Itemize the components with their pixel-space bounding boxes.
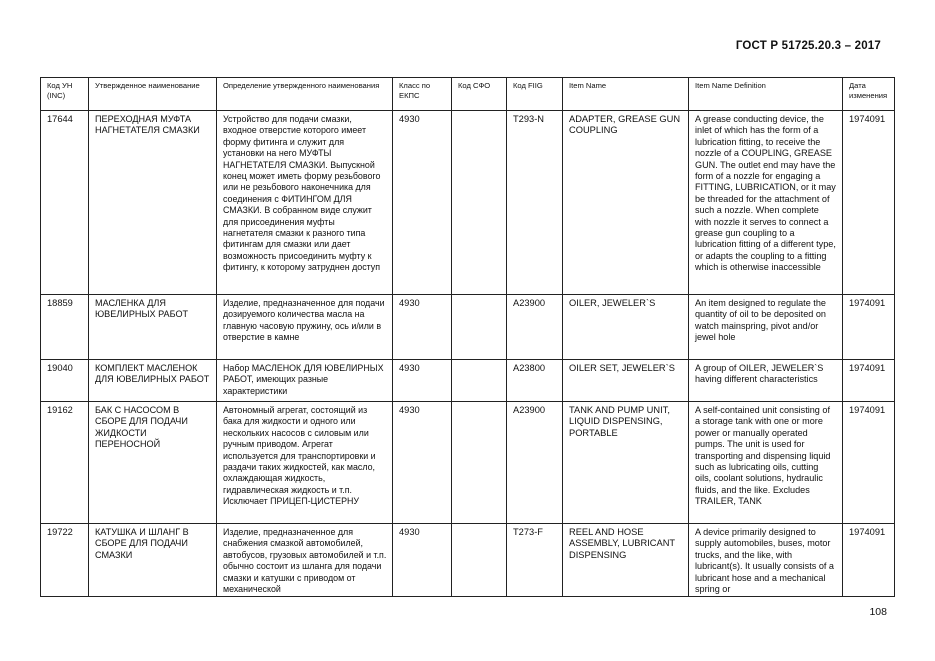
cell-date: 1974091 [843,402,895,524]
cell-item-definition: A device primarily designed to supply automobiles, buses, motor trucks, and the like, with lubricant(s). It usually consists of a lubricant hose and a mechanical spring or [689,524,843,597]
cell-ekps: 4930 [393,360,452,402]
cell-inc: 18859 [41,295,89,360]
col-header-definition-ru: Определение утвержденного наименования [217,78,393,111]
cell-sfo [452,111,507,295]
table-row [41,360,895,402]
cell-sfo [452,360,507,402]
cell-item-definition: A self-contained unit consisting of a storage tank with one or more power or manually operated pumps. The unit is used for transporting and dispensing liquid such as lubricating oils, cutting oils, coolant solutions, hydraulic fluids, and the like. Excludes TRAILER, TANK [689,402,843,524]
col-header-date: Дата изменения [843,78,895,111]
cell-ekps: 4930 [393,111,452,295]
table-header-row [41,78,895,111]
table-row [41,402,895,524]
cell-fiig: T273-F [507,524,563,597]
cell-sfo [452,295,507,360]
cell-fiig: A23800 [507,360,563,402]
cell-name-ru: КАТУШКА И ШЛАНГ В СБОРЕ ДЛЯ ПОДАЧИ СМАЗКИ [89,524,217,597]
cell-item-definition: A grease conducting device, the inlet of which has the form of a lubrication fitting, to receive the nozzle of a COUPLING, GREASE GUN. The outlet end may have the form of a nozzle for engaging a FITTING, LUBRICATION, or it may be threaded for the attachment of such a nozzle. When complete with nozzle it serves to connect a grease gun coupling to a lubrication fitting of a different type, or adapts the coupling to a fitting which is otherwise inaccessible [689,111,843,295]
cell-item-name: OILER, JEWELER`S [563,295,689,360]
cell-definition-ru: Изделие, предназначенное для снабжения смазкой автомобилей, автобусов, грузовых автомобилей и т.п. обычно состоит из шланга для подачи смазки и катушки с приводом от механической [217,524,393,597]
cell-item-name: REEL AND HOSE ASSEMBLY, LUBRICANT DISPENSING [563,524,689,597]
cell-fiig: A23900 [507,295,563,360]
cell-name-ru: МАСЛЕНКА ДЛЯ ЮВЕЛИРНЫХ РАБОТ [89,295,217,360]
cell-inc: 17644 [41,111,89,295]
cell-item-name: OILER SET, JEWELER`S [563,360,689,402]
cell-definition-ru: Набор МАСЛЕНОК ДЛЯ ЮВЕЛИРНЫХ РАБОТ, имеющих разные характеристики [217,360,393,402]
col-header-item-definition: Item Name Definition [689,78,843,111]
cell-inc: 19722 [41,524,89,597]
col-header-name-ru: Утвержденное наименование [89,78,217,111]
cell-sfo [452,402,507,524]
cell-ekps: 4930 [393,295,452,360]
cell-item-definition: A group of OILER, JEWELER`S having different characteristics [689,360,843,402]
cell-name-ru: БАК С НАСОСОМ В СБОРЕ ДЛЯ ПОДАЧИ ЖИДКОСТИ ПЕРЕНОСНОЙ [89,402,217,524]
col-header-sfo: Код СФО [452,78,507,111]
cell-item-definition: An item designed to regulate the quantity of oil to be deposited on watch mainspring, pivot and/or jewel hole [689,295,843,360]
col-header-fiig: Код FIIG [507,78,563,111]
col-header-ekps: Класс по ЕКПС [393,78,452,111]
cell-definition-ru: Устройство для подачи смазки, входное отверстие которого имеет форму фитинга и служит для установки на него МУФТЫ НАГНЕТАТЕЛЯ СМАЗКИ. Выпускной конец может иметь форму резьбового или не резьбового наконечника для соединения с ФИТИНГОМ ДЛЯ СМАЗКИ. В собранном виде служит для присоединения муфты нагнетателя смазки к разного типа фитингам для смазки или дает возможность присоединить муфту к фитингу, к которому затруднен доступ [217,111,393,295]
cell-date: 1974091 [843,295,895,360]
cell-date: 1974091 [843,360,895,402]
page-number: 108 [869,606,887,618]
cell-date: 1974091 [843,524,895,597]
cell-date: 1974091 [843,111,895,295]
catalog-table [40,77,895,597]
cell-fiig: A23900 [507,402,563,524]
cell-definition-ru: Изделие, предназначенное для подачи дозируемого количества масла на главную часовую пружину, ось и/или в отверстие в камне [217,295,393,360]
table-row [41,111,895,295]
cell-sfo [452,524,507,597]
cell-item-name: ADAPTER, GREASE GUN COUPLING [563,111,689,295]
cell-definition-ru: Автономный агрегат, состоящий из бака для жидкости и одного или нескольких насосов с силовым или ручным приводом. Агрегат используется для транспортировки и раздачи таких жидкостей, как масло, охлаждающая жидкость, гидравлическая жидкость и т.п. Исключает ПРИЦЕП-ЦИСТЕРНУ [217,402,393,524]
standard-number: ГОСТ Р 51725.20.3 – 2017 [735,40,881,52]
cell-inc: 19162 [41,402,89,524]
table-row [41,524,895,597]
cell-inc: 19040 [41,360,89,402]
cell-ekps: 4930 [393,402,452,524]
cell-item-name: TANK AND PUMP UNIT, LIQUID DISPENSING, PORTABLE [563,402,689,524]
cell-fiig: T293-N [507,111,563,295]
col-header-item-name: Item Name [563,78,689,111]
cell-name-ru: ПЕРЕХОДНАЯ МУФТА НАГНЕТАТЕЛЯ СМАЗКИ [89,111,217,295]
table-row [41,295,895,360]
col-header-inc: Код УН (INC) [41,78,89,111]
cell-name-ru: КОМПЛЕКТ МАСЛЕНОК ДЛЯ ЮВЕЛИРНЫХ РАБОТ [89,360,217,402]
cell-ekps: 4930 [393,524,452,597]
